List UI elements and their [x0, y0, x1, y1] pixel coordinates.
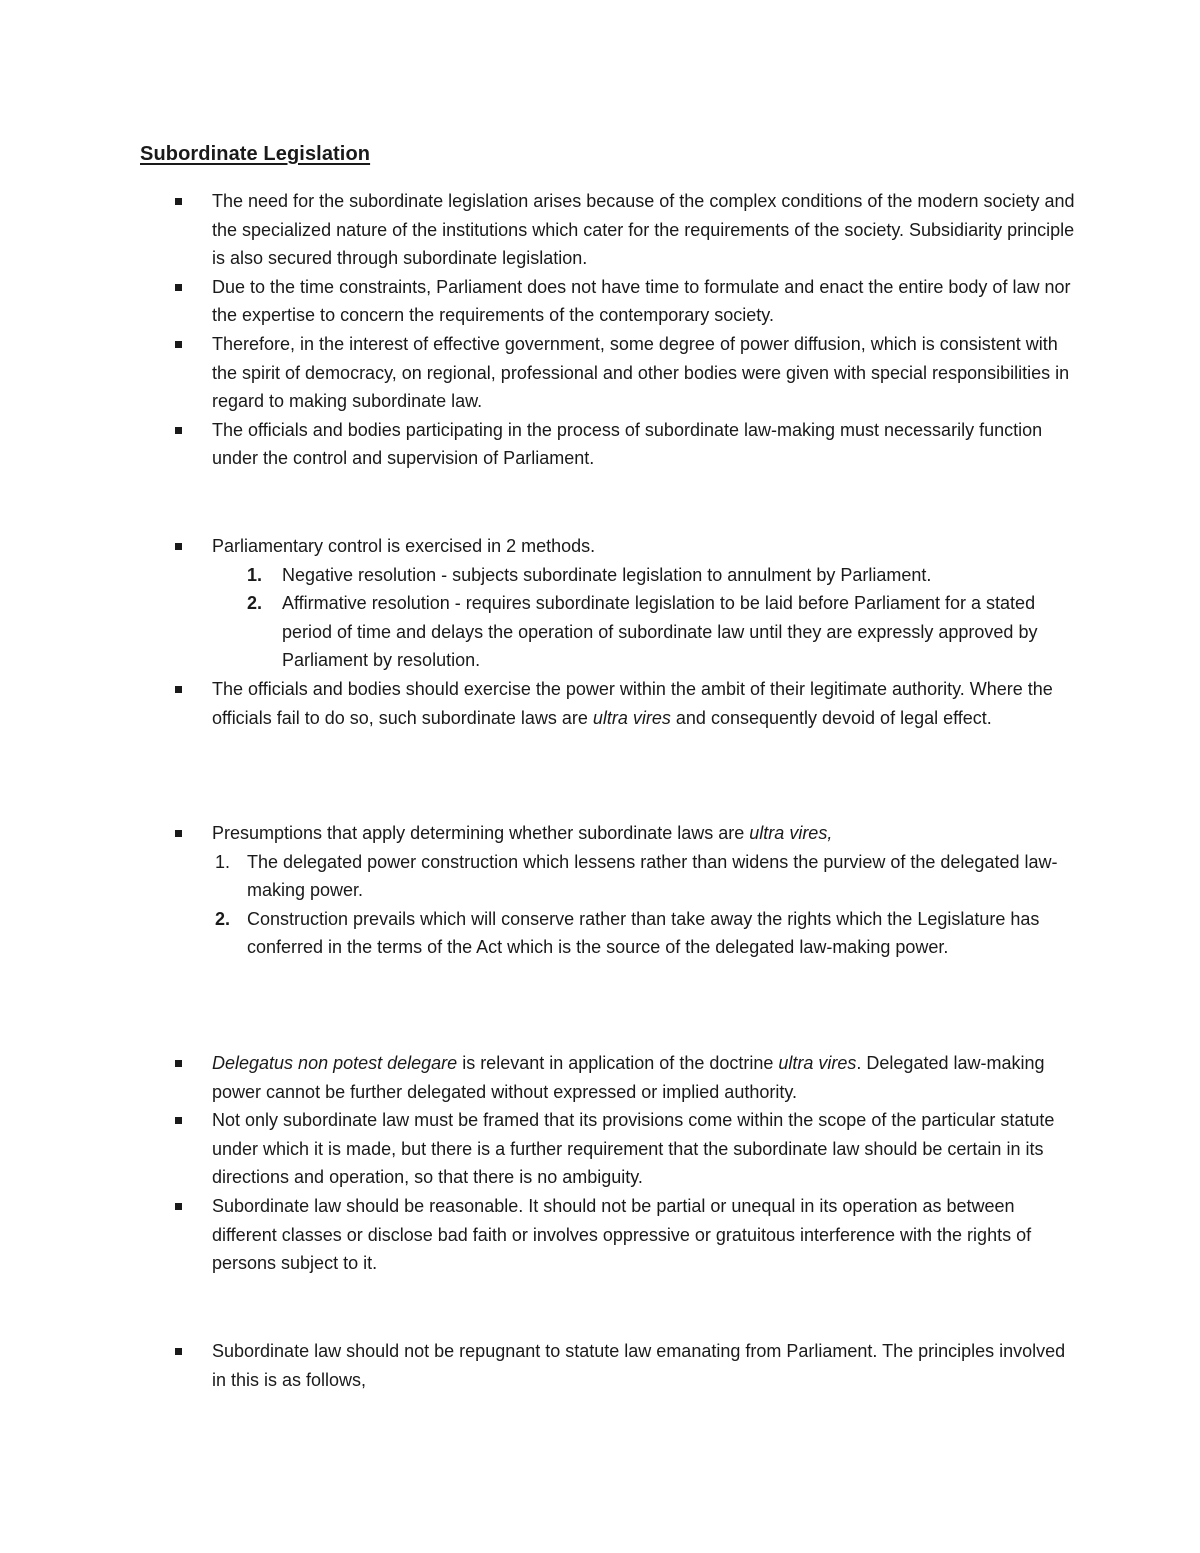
section-5	[175, 1337, 1075, 1394]
list-item	[175, 1049, 1075, 1106]
list-item-text: is relevant in application of the doctrine	[457, 1053, 779, 1073]
square-bullet-icon	[175, 284, 182, 291]
list-item	[175, 1106, 1075, 1192]
square-bullet-icon	[175, 427, 182, 434]
item-number: 2.	[215, 908, 231, 929]
list-item-text: The officials and bodies participating in the process of subordinate law-making must necessarily function under the control and supervision of Parliament.	[212, 419, 1043, 469]
list-item	[175, 1192, 1075, 1278]
numbered-item	[175, 848, 1075, 905]
list-item	[175, 416, 1075, 473]
numbered-item	[175, 561, 1075, 590]
numbered-item-text: Affirmative resolution - requires subordinate legislation to be laid before Parliament for a stated period of time and delays the operation of subordinate law until they are expressly approved by Parliament by resolution.	[282, 593, 1038, 671]
list-item-text-start: The officials and bodies should exercise the power within the ambit of their legitimate authority. Where the officials fail to do so, such subordinate laws are	[212, 678, 1053, 728]
section-1	[175, 187, 1075, 473]
list-item	[175, 273, 1075, 330]
list-item	[175, 187, 1075, 273]
item-number: 2.	[247, 593, 263, 614]
list-item-text: Subordinate law should be reasonable. It should not be partial or unequal in its operation as between different classes or disclose bad faith or involves oppressive or gratuitous interference with the rights of persons subject to it.	[212, 1195, 1032, 1274]
square-bullet-icon	[175, 1348, 182, 1355]
section-4	[175, 1049, 1075, 1278]
square-bullet-icon	[175, 198, 182, 205]
list-item-text: The need for the subordinate legislation arises because of the complex conditions of the modern society and the specialized nature of the institutions which cater for the requirements of the society. Subsidiarity principle is also secured through subordinate legislation.	[212, 191, 1075, 269]
list-item-text-end: and consequently devoid of legal effect.	[670, 707, 992, 728]
numbered-item-text: Construction prevails which will conserve rather than take away the rights which the Legislature has conferred in the terms of the Act which is the source of the delegated law-making power.	[247, 908, 1040, 958]
latin-term: ultra vires,	[749, 823, 833, 843]
square-bullet-icon	[175, 543, 182, 550]
square-bullet-icon	[175, 830, 182, 837]
square-bullet-icon	[175, 341, 182, 348]
section-2	[175, 532, 1075, 732]
square-bullet-icon	[175, 1203, 182, 1210]
latin-term: ultra vires	[592, 707, 671, 728]
square-bullet-icon	[175, 1117, 182, 1124]
list-item	[175, 1337, 1075, 1394]
numbered-item-text: The delegated power construction which lessens rather than widens the purview of the delegated law-making power.	[247, 851, 1058, 901]
list-item-text: Due to the time constraints, Parliament does not have time to formulate and enact the entire body of law nor the expertise to concern the requirements of the contemporary society.	[212, 276, 1071, 326]
square-bullet-icon	[175, 686, 182, 693]
section-3	[175, 819, 1075, 962]
numbered-item-text: Negative resolution - subjects subordinate legislation to annulment by Parliament.	[282, 564, 932, 585]
list-item	[175, 330, 1075, 416]
list-item	[175, 675, 1075, 732]
list-item-text-end: . Delegated law-making power cannot be further delegated without expressed or implied authority.	[212, 1053, 1045, 1102]
latin-term: ultra vires	[778, 1053, 857, 1073]
numbered-item	[175, 905, 1075, 962]
square-bullet-icon	[175, 1060, 182, 1067]
list-item	[175, 532, 1075, 561]
list-item-text: Subordinate law should not be repugnant to statute law emanating from Parliament. The principles involved in this is as follows,	[212, 1341, 1066, 1390]
item-number: 1.	[215, 851, 231, 872]
list-item-text: Not only subordinate law must be framed that its provisions come within the scope of the particular statute under which it is made, but there is a further requirement that the subordinate law should be certain in its directions and operation, so that there is no ambiguity.	[212, 1110, 1055, 1188]
list-item-text: Therefore, in the interest of effective government, some degree of power diffusion, which is consistent with the spirit of democracy, on regional, professional and other bodies were given with special responsibilities in regard to making subordinate law.	[212, 333, 1070, 412]
latin-maxim: Delegatus non potest delegare	[212, 1053, 458, 1073]
document-title: Subordinate Legislation	[140, 143, 371, 165]
list-item-text: Presumptions that apply determining whether subordinate laws are	[212, 823, 750, 843]
item-number: 1.	[247, 564, 263, 585]
numbered-item	[175, 589, 1075, 675]
list-item-text: Parliamentary control is exercised in 2 methods.	[212, 536, 596, 556]
list-item	[175, 819, 1075, 848]
